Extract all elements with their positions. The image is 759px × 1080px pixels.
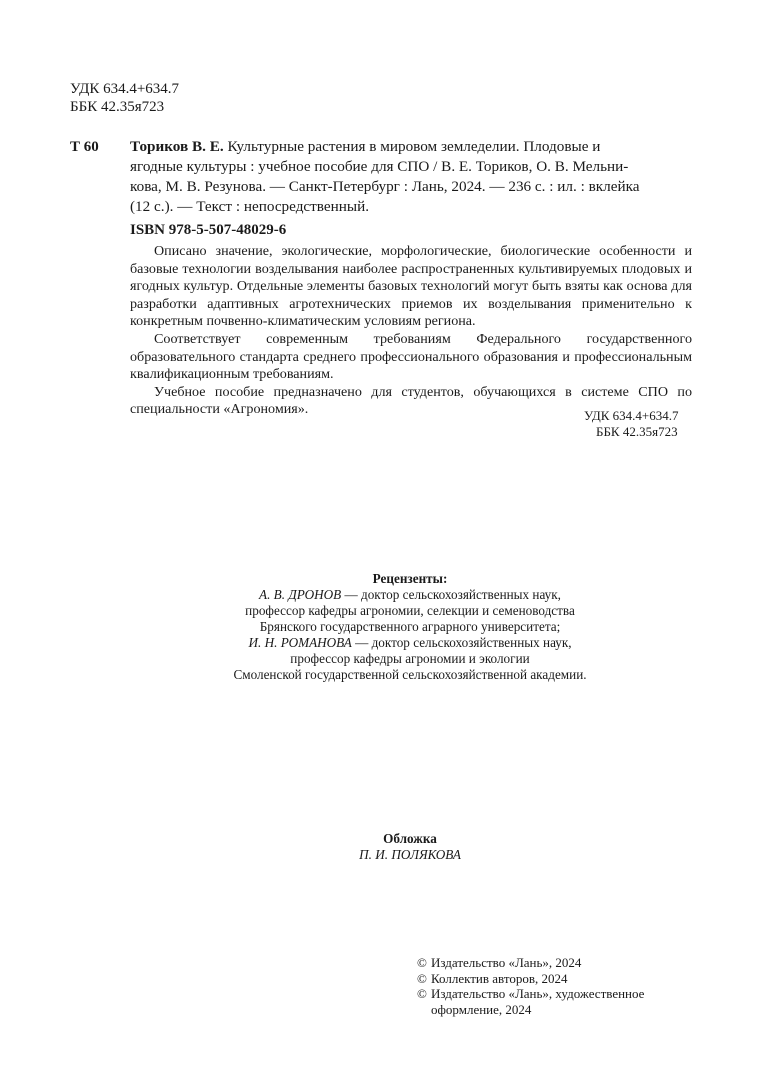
copyright-icon: © — [417, 986, 427, 1001]
bibliographic-line-4: (12 с.). — Текст : непосредственный. — [130, 198, 370, 215]
copyright-line — [417, 986, 677, 1002]
annotation — [130, 243, 692, 419]
copyright-text: Издательство «Лань», 2024 — [431, 955, 582, 970]
bibliographic-description — [130, 137, 692, 217]
reviewers-block — [200, 571, 620, 683]
cover-designer: П. И. ПОЛЯКОВА — [359, 847, 461, 862]
bibliographic-line-3: кова, М. В. Резунова. — Санкт-Петербург : Лань, 2024. — 236 с. : ил. : вклейка — [130, 178, 640, 195]
reviewer-1-name: А. В. ДРОНОВ — [259, 587, 342, 602]
bibliographic-line-1 — [130, 137, 692, 157]
copyright-text: Издательство «Лань», художественное — [431, 986, 645, 1001]
reviewer-1-institution: Брянского государственного аграрного университета; — [259, 619, 561, 634]
udk-code-bottom: УДК 634.4+634.7 — [584, 408, 679, 423]
bbk-code: ББК 42.35я723 — [70, 99, 165, 115]
reviewer-2-position: профессор кафедры агрономии и экологии — [290, 651, 530, 666]
isbn: ISBN 978-5-507-48029-6 — [130, 222, 287, 238]
copyright-block — [417, 955, 677, 1017]
reviewer-2-degree: — доктор сельскохозяйственных наук, — [351, 635, 572, 650]
reviewer-1-degree: — доктор сельскохозяйственных наук, — [341, 587, 561, 602]
classification-footer — [584, 408, 679, 440]
author-name: Ториков В. Е. — [130, 138, 224, 155]
author-mark: Т 60 — [70, 139, 99, 155]
classification-header — [70, 80, 179, 116]
reviewer-1 — [200, 587, 620, 603]
book-title: Культурные растения в мировом земледелии. Плодовые и — [223, 138, 601, 155]
bbk-code-bottom: ББК 42.35я723 — [596, 424, 678, 439]
copyright-icon: © — [417, 970, 427, 986]
cover-heading: Обложка — [383, 831, 437, 846]
copyright-line-continued — [417, 1002, 677, 1018]
copyright-line — [417, 955, 677, 971]
copyright-text: Коллектив авторов, 2024 — [431, 970, 568, 986]
annotation-paragraph-2: Соответствует современным требованиям Федерального государственного образовательного стандарта среднего профессионального образования и профессиональным квалификационным требованиям. — [130, 330, 692, 383]
udk-code: УДК 634.4+634.7 — [70, 81, 180, 97]
reviewer-2 — [200, 635, 620, 651]
catalog-record — [70, 137, 692, 217]
reviewers-heading: Рецензенты: — [372, 571, 448, 586]
annotation-paragraph-1: Описано значение, экологические, морфологические, биологические особенности и базовые технологии возделывания наиболее распространенных культивируемых плодовых и ягодных культур. Отдельные элементы базовых технологий могут быть взяты как основа для разработки адаптивных агротехнических приемов их возделывания применительно к конкретным почвенно-климатическим условиям региона. — [130, 243, 692, 330]
copyright-line — [417, 971, 677, 987]
bibliographic-line-2: ягодные культуры : учебное пособие для СПО / В. Е. Ториков, О. В. Мельни- — [130, 158, 629, 175]
copyright-text: оформление, 2024 — [431, 1001, 532, 1017]
cover-credit — [300, 831, 520, 863]
annotation-paragraph-3: Учебное пособие предназначено для студентов, обучающихся в системе СПО по специальности «Агрономия». — [130, 383, 692, 418]
reviewer-1-position: профессор кафедры агрономии, селекции и семеноводства — [245, 603, 575, 618]
copyright-icon: © — [417, 955, 427, 970]
reviewer-2-name: И. Н. РОМАНОВА — [248, 635, 352, 650]
reviewer-2-institution: Смоленской государственной сельскохозяйственной академии. — [233, 667, 587, 682]
